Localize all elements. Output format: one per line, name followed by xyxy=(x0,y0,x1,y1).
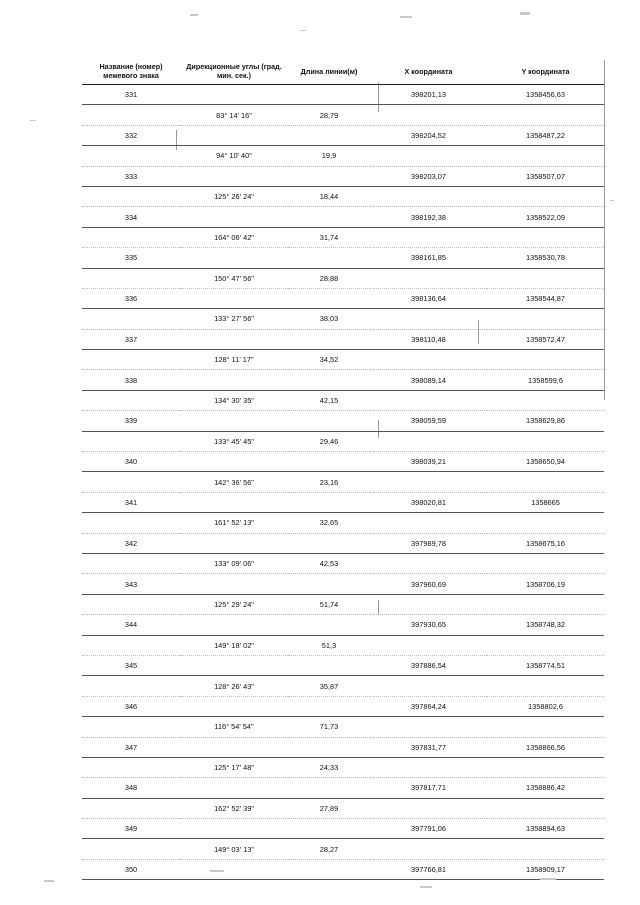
point-x: 398204,52 xyxy=(370,125,487,145)
empty-cell xyxy=(487,717,604,737)
table-row xyxy=(82,676,604,696)
point-x: 398203,07 xyxy=(370,166,487,186)
empty-cell xyxy=(370,676,487,696)
empty-cell xyxy=(487,798,604,818)
table-row xyxy=(82,370,604,390)
point-x: 397886,54 xyxy=(370,655,487,675)
empty-cell xyxy=(82,513,180,533)
scan-artifact-line xyxy=(176,130,177,150)
empty-cell xyxy=(288,411,370,431)
table-row xyxy=(82,717,604,737)
point-y: 1358544,87 xyxy=(487,288,604,308)
table-row xyxy=(82,778,604,798)
table-row xyxy=(82,452,604,472)
empty-cell xyxy=(487,513,604,533)
scan-artifact-line xyxy=(378,600,379,614)
empty-cell xyxy=(487,146,604,166)
empty-cell xyxy=(487,227,604,247)
empty-cell xyxy=(82,268,180,288)
segment-angle: 149° 03' 13" xyxy=(180,839,288,859)
point-name: 338 xyxy=(82,370,180,390)
point-x: 398059,59 xyxy=(370,411,487,431)
segment-angle: 161° 52' 13" xyxy=(180,513,288,533)
empty-cell xyxy=(288,329,370,349)
segment-angle: 164° 06' 42" xyxy=(180,227,288,247)
table-row xyxy=(82,227,604,247)
empty-cell xyxy=(487,757,604,777)
point-name: 349 xyxy=(82,819,180,839)
empty-cell xyxy=(370,309,487,329)
point-name: 332 xyxy=(82,125,180,145)
table-body xyxy=(82,85,604,880)
segment-length: 28,88 xyxy=(288,268,370,288)
point-y: 1358909,17 xyxy=(487,859,604,879)
point-x: 398039,21 xyxy=(370,452,487,472)
point-x: 397817,71 xyxy=(370,778,487,798)
empty-cell xyxy=(487,594,604,614)
point-y: 1358802,6 xyxy=(487,696,604,716)
empty-cell xyxy=(370,350,487,370)
empty-cell xyxy=(180,125,288,145)
table-row xyxy=(82,146,604,166)
empty-cell xyxy=(180,166,288,186)
empty-cell xyxy=(180,492,288,512)
empty-cell xyxy=(180,859,288,879)
segment-angle: 142° 36' 56" xyxy=(180,472,288,492)
header-y: Y координата xyxy=(487,58,604,85)
point-x: 398020,81 xyxy=(370,492,487,512)
table-row xyxy=(82,492,604,512)
empty-cell xyxy=(370,472,487,492)
scan-artifact-line xyxy=(378,420,379,438)
point-name: 346 xyxy=(82,696,180,716)
empty-cell xyxy=(180,411,288,431)
scan-noise xyxy=(44,880,54,882)
point-y: 1358530,78 xyxy=(487,248,604,268)
table-row xyxy=(82,594,604,614)
segment-angle: 94° 10' 40" xyxy=(180,146,288,166)
point-y: 1358487,22 xyxy=(487,125,604,145)
empty-cell xyxy=(487,390,604,410)
point-y: 1358665 xyxy=(487,492,604,512)
table-row xyxy=(82,655,604,675)
point-y: 1358599,6 xyxy=(487,370,604,390)
table-row xyxy=(82,513,604,533)
table-row xyxy=(82,533,604,553)
segment-length: 29,46 xyxy=(288,431,370,451)
empty-cell xyxy=(370,839,487,859)
empty-cell xyxy=(288,615,370,635)
table-row xyxy=(82,819,604,839)
table-row xyxy=(82,329,604,349)
table-row xyxy=(82,186,604,206)
point-x: 398161,85 xyxy=(370,248,487,268)
segment-length: 35,87 xyxy=(288,676,370,696)
empty-cell xyxy=(288,248,370,268)
empty-cell xyxy=(82,676,180,696)
empty-cell xyxy=(370,146,487,166)
point-y: 1358866,56 xyxy=(487,737,604,757)
table-row xyxy=(82,737,604,757)
point-y: 1358572,47 xyxy=(487,329,604,349)
scan-noise xyxy=(520,12,530,15)
empty-cell xyxy=(180,207,288,227)
point-y: 1358748,32 xyxy=(487,615,604,635)
empty-cell xyxy=(487,186,604,206)
point-name: 336 xyxy=(82,288,180,308)
empty-cell xyxy=(180,737,288,757)
empty-cell xyxy=(288,85,370,105)
scan-noise xyxy=(610,200,614,201)
table-row xyxy=(82,125,604,145)
empty-cell xyxy=(370,390,487,410)
scan-noise xyxy=(300,30,306,31)
empty-cell xyxy=(370,635,487,655)
empty-cell xyxy=(487,553,604,573)
table-row xyxy=(82,207,604,227)
empty-cell xyxy=(180,85,288,105)
table-row xyxy=(82,757,604,777)
empty-cell xyxy=(82,186,180,206)
point-y: 1358894,63 xyxy=(487,819,604,839)
segment-angle: 162° 52' 39" xyxy=(180,798,288,818)
empty-cell xyxy=(288,452,370,472)
header-x: X координата xyxy=(370,58,487,85)
scan-noise xyxy=(30,120,36,121)
point-x: 397791,06 xyxy=(370,819,487,839)
header-angle: Дирекционные углы (град. мин. сек.) xyxy=(180,58,288,85)
segment-angle: 83° 14' 16" xyxy=(180,105,288,125)
table-row xyxy=(82,411,604,431)
empty-cell xyxy=(180,615,288,635)
table-row xyxy=(82,390,604,410)
segment-angle: 133° 27' 56" xyxy=(180,309,288,329)
empty-cell xyxy=(370,227,487,247)
segment-length: 51,74 xyxy=(288,594,370,614)
segment-length: 42,15 xyxy=(288,390,370,410)
empty-cell xyxy=(370,105,487,125)
table-header xyxy=(82,58,604,85)
segment-length: 19,9 xyxy=(288,146,370,166)
empty-cell xyxy=(82,350,180,370)
empty-cell xyxy=(180,778,288,798)
empty-cell xyxy=(82,390,180,410)
point-name: 331 xyxy=(82,85,180,105)
empty-cell xyxy=(487,472,604,492)
empty-cell xyxy=(180,819,288,839)
empty-cell xyxy=(180,329,288,349)
empty-cell xyxy=(288,125,370,145)
point-x: 397930,65 xyxy=(370,615,487,635)
table-row xyxy=(82,268,604,288)
empty-cell xyxy=(82,553,180,573)
header-length: Длина линии(м) xyxy=(288,58,370,85)
segment-length: 18,44 xyxy=(288,186,370,206)
point-y: 1358886,42 xyxy=(487,778,604,798)
table-row xyxy=(82,166,604,186)
point-y: 1358456,63 xyxy=(487,85,604,105)
point-x: 397989,78 xyxy=(370,533,487,553)
segment-length: 28,27 xyxy=(288,839,370,859)
empty-cell xyxy=(288,737,370,757)
empty-cell xyxy=(487,635,604,655)
table-row xyxy=(82,635,604,655)
empty-cell xyxy=(288,533,370,553)
empty-cell xyxy=(180,655,288,675)
segment-length: 31,74 xyxy=(288,227,370,247)
empty-cell xyxy=(288,859,370,879)
point-name: 345 xyxy=(82,655,180,675)
point-name: 334 xyxy=(82,207,180,227)
empty-cell xyxy=(370,268,487,288)
point-x: 398201,13 xyxy=(370,85,487,105)
empty-cell xyxy=(82,717,180,737)
empty-cell xyxy=(288,696,370,716)
segment-angle: 128° 11' 17" xyxy=(180,350,288,370)
empty-cell xyxy=(288,574,370,594)
point-name: 348 xyxy=(82,778,180,798)
segment-length: 28,79 xyxy=(288,105,370,125)
point-name: 350 xyxy=(82,859,180,879)
empty-cell xyxy=(370,717,487,737)
empty-cell xyxy=(180,533,288,553)
segment-angle: 133° 09' 06" xyxy=(180,553,288,573)
segment-length: 24,33 xyxy=(288,757,370,777)
scan-noise xyxy=(190,14,198,16)
segment-length: 34,52 xyxy=(288,350,370,370)
table-row xyxy=(82,574,604,594)
point-y: 1358675,16 xyxy=(487,533,604,553)
empty-cell xyxy=(288,492,370,512)
scan-noise xyxy=(210,870,224,872)
segment-angle: 125° 29' 24" xyxy=(180,594,288,614)
point-x: 397831,77 xyxy=(370,737,487,757)
segment-angle: 128° 26' 43" xyxy=(180,676,288,696)
empty-cell xyxy=(288,166,370,186)
scan-noise xyxy=(420,886,432,888)
point-x: 398089,14 xyxy=(370,370,487,390)
boundary-coordinates-table xyxy=(82,58,604,880)
scan-artifact-line xyxy=(478,320,479,344)
empty-cell xyxy=(370,798,487,818)
scan-noise xyxy=(540,878,556,880)
empty-cell xyxy=(370,513,487,533)
empty-cell xyxy=(82,309,180,329)
point-y: 1358774,51 xyxy=(487,655,604,675)
point-x: 397864,24 xyxy=(370,696,487,716)
empty-cell xyxy=(487,431,604,451)
segment-angle: 134° 30' 35" xyxy=(180,390,288,410)
empty-cell xyxy=(487,839,604,859)
empty-cell xyxy=(180,574,288,594)
table-row xyxy=(82,696,604,716)
table-row xyxy=(82,288,604,308)
segment-length: 38,03 xyxy=(288,309,370,329)
point-name: 341 xyxy=(82,492,180,512)
table-row xyxy=(82,553,604,573)
empty-cell xyxy=(82,472,180,492)
empty-cell xyxy=(82,227,180,247)
empty-cell xyxy=(180,696,288,716)
empty-cell xyxy=(180,452,288,472)
point-y: 1358629,86 xyxy=(487,411,604,431)
empty-cell xyxy=(370,431,487,451)
empty-cell xyxy=(180,370,288,390)
segment-length: 51,3 xyxy=(288,635,370,655)
empty-cell xyxy=(288,819,370,839)
point-y: 1358507,07 xyxy=(487,166,604,186)
empty-cell xyxy=(180,288,288,308)
segment-length: 27,89 xyxy=(288,798,370,818)
table-row xyxy=(82,839,604,859)
table-row xyxy=(82,85,604,105)
point-y: 1358522,09 xyxy=(487,207,604,227)
empty-cell xyxy=(487,105,604,125)
point-name: 337 xyxy=(82,329,180,349)
point-x: 397766,81 xyxy=(370,859,487,879)
empty-cell xyxy=(82,798,180,818)
empty-cell xyxy=(82,105,180,125)
empty-cell xyxy=(82,594,180,614)
empty-cell xyxy=(82,757,180,777)
empty-cell xyxy=(487,350,604,370)
segment-angle: 150° 47' 56" xyxy=(180,268,288,288)
empty-cell xyxy=(288,288,370,308)
segment-length: 32,65 xyxy=(288,513,370,533)
segment-angle: 133° 45' 45" xyxy=(180,431,288,451)
segment-angle: 116° 54' 54" xyxy=(180,717,288,737)
empty-cell xyxy=(288,778,370,798)
empty-cell xyxy=(82,635,180,655)
segment-angle: 125° 17' 48" xyxy=(180,757,288,777)
point-y: 1358650,94 xyxy=(487,452,604,472)
table-row xyxy=(82,859,604,879)
empty-cell xyxy=(370,553,487,573)
empty-cell xyxy=(487,268,604,288)
segment-angle: 125° 26' 24" xyxy=(180,186,288,206)
segment-length: 23,16 xyxy=(288,472,370,492)
point-x: 397960,69 xyxy=(370,574,487,594)
point-y: 1358706,19 xyxy=(487,574,604,594)
table-row xyxy=(82,105,604,125)
point-name: 333 xyxy=(82,166,180,186)
table-row xyxy=(82,309,604,329)
table-row xyxy=(82,350,604,370)
segment-length: 71,73 xyxy=(288,717,370,737)
point-name: 343 xyxy=(82,574,180,594)
point-name: 340 xyxy=(82,452,180,472)
point-name: 344 xyxy=(82,615,180,635)
table-row xyxy=(82,472,604,492)
point-name: 342 xyxy=(82,533,180,553)
table-row xyxy=(82,431,604,451)
empty-cell xyxy=(82,431,180,451)
header-name: Название (номер) межевого знака xyxy=(82,58,180,85)
point-name: 347 xyxy=(82,737,180,757)
point-x: 398136,64 xyxy=(370,288,487,308)
empty-cell xyxy=(82,839,180,859)
point-name: 339 xyxy=(82,411,180,431)
empty-cell xyxy=(288,370,370,390)
point-x: 398192,38 xyxy=(370,207,487,227)
empty-cell xyxy=(288,655,370,675)
segment-length: 42,53 xyxy=(288,553,370,573)
empty-cell xyxy=(370,594,487,614)
scan-noise xyxy=(400,16,412,18)
point-x: 398110,48 xyxy=(370,329,487,349)
empty-cell xyxy=(180,248,288,268)
empty-cell xyxy=(487,676,604,696)
empty-cell xyxy=(370,757,487,777)
empty-cell xyxy=(288,207,370,227)
table-row xyxy=(82,615,604,635)
table-row xyxy=(82,248,604,268)
empty-cell xyxy=(82,146,180,166)
point-name: 335 xyxy=(82,248,180,268)
empty-cell xyxy=(370,186,487,206)
segment-angle: 149° 18' 02" xyxy=(180,635,288,655)
table-row xyxy=(82,798,604,818)
scan-artifact-line xyxy=(604,60,605,400)
scan-artifact-line xyxy=(378,82,379,112)
empty-cell xyxy=(487,309,604,329)
